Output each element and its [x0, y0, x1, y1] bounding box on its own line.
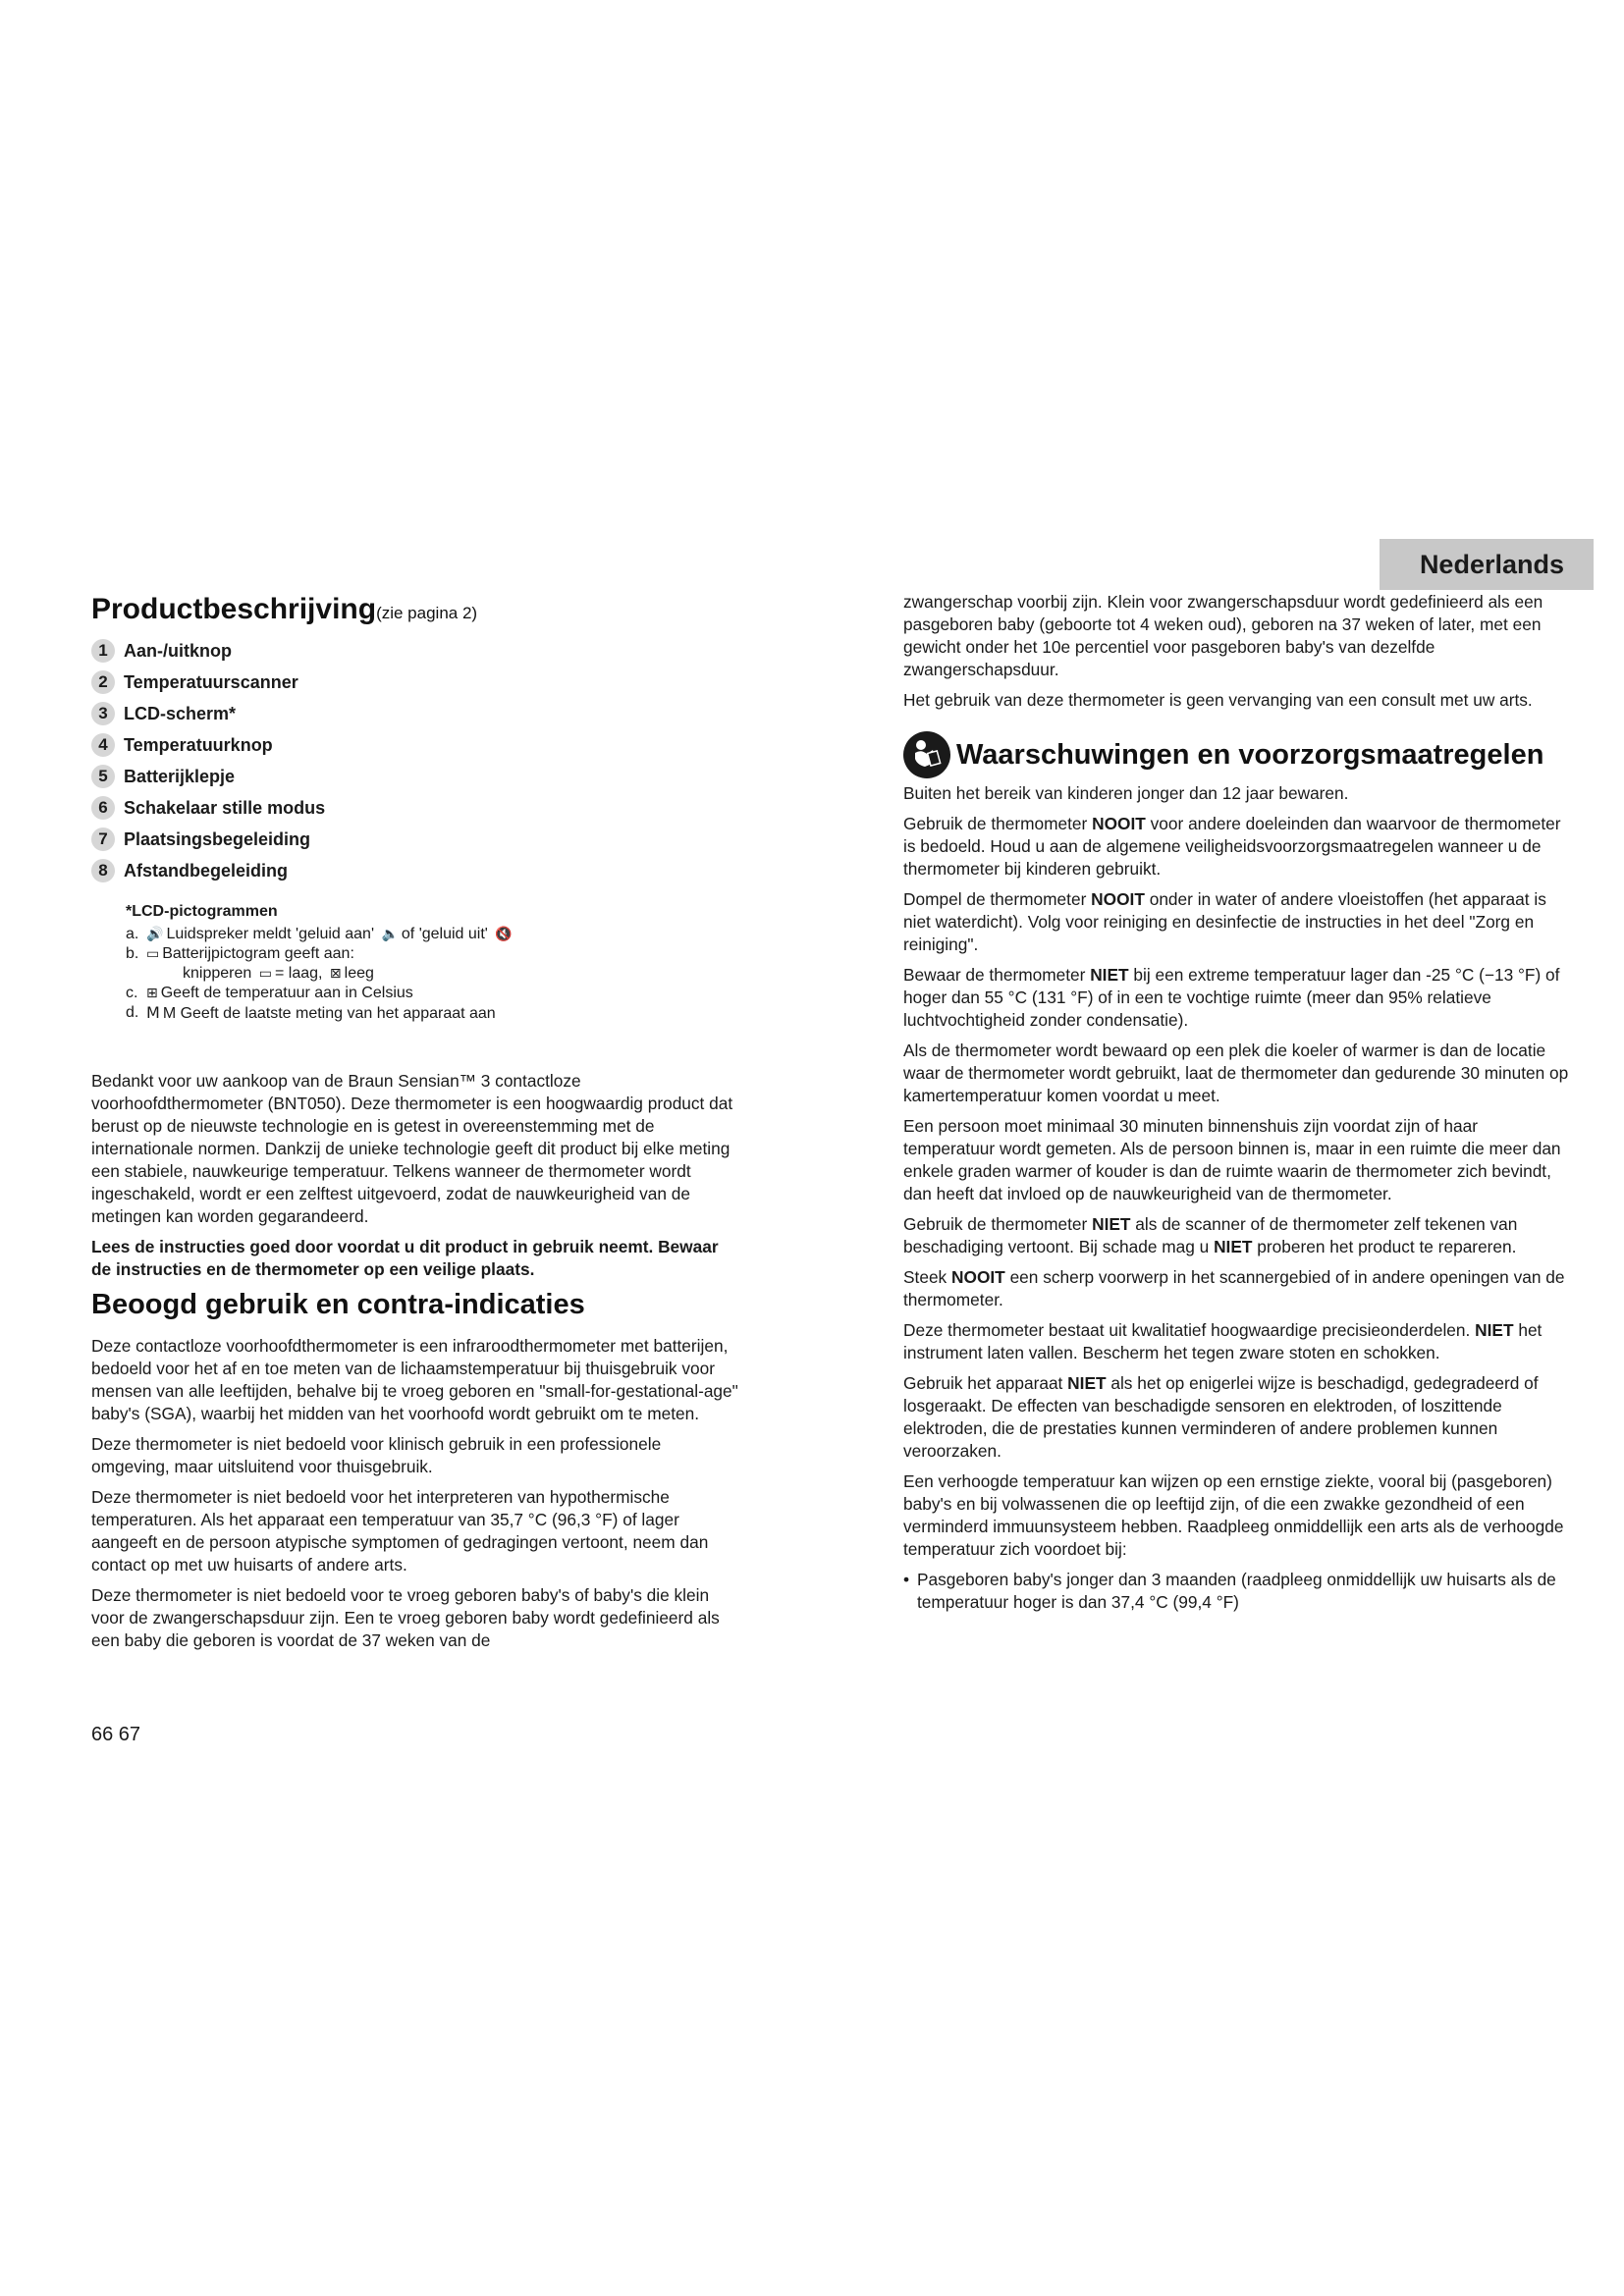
- lcd-legend-row: [126, 984, 515, 1003]
- part-number-badge: 8: [91, 859, 115, 882]
- part-number-badge: 5: [91, 765, 115, 788]
- intended-use-paragraph: Deze thermometer is niet bedoeld voor klinisch gebruik in een professionele omgeving, maar uitsluitend voor thuisgebruik.: [91, 1434, 662, 1476]
- warning-paragraph: Een verhoogde temperatuur kan wijzen op een ernstige ziekte, vooral bij (pasgeboren) baby's en bij volwassenen die op leeftijd zijn, of die een zwakke gezondheid of een verminderd immuunsysteem hebben. Raadpleeg onmiddellijk een arts als de verhoogde temperatuur zich voordoet bij:: [903, 1471, 1564, 1559]
- page-numbers: 66 67: [91, 1724, 141, 1745]
- warning-paragraph: Een persoon moet minimaal 30 minuten binnenshuis zijn voordat zijn of haar temperatuur wordt gemeten. Als de persoon binnen is, maar in een ruimte die meer dan enkele graden warmer of kouder is dan de ruimte waarin de thermometer zich bevindt, dan heeft dat invloed op de nauwkeurigheid van de thermometer.: [903, 1116, 1561, 1203]
- parts-list: [91, 635, 325, 886]
- list-item: [91, 792, 325, 824]
- speaker-on-icon: 🔊: [146, 927, 164, 942]
- lcd-legend-row: [126, 925, 515, 944]
- lcd-row-key: d.: [126, 1004, 139, 1021]
- list-item: [91, 729, 325, 761]
- intro-paragraph: Bedankt voor uw aankoop van de Braun Sensian™ 3 contactloze voorhoofdthermometer (BNT050). Deze thermometer is een hoogwaardig product dat berust op de nieuwste technologie en is getest in overeenstemming met de internationale normen. Dankzij de unieke technologie geeft dit product bij elke meting een stabiele, nauwkeurige temperatuur. Telkens wanneer de thermometer wordt ingeschakeld, wordt er een zelftest uitgevoerd, zodat de nauwkeurigheid van de metingen kan worden gegarandeerd.: [91, 1071, 733, 1226]
- part-number-badge: 6: [91, 796, 115, 820]
- list-item: [91, 855, 325, 886]
- intended-use-paragraph: Deze thermometer is niet bedoeld voor te vroeg geboren baby's of baby's die klein voor de zwangerschapsduur zijn. Een te vroeg geboren baby wordt gedefinieerd als een baby die geboren is voordat de 37 weken van de: [91, 1585, 720, 1650]
- battery-icon: ▭: [146, 946, 160, 962]
- warnings-heading: [903, 731, 1571, 778]
- warning-paragraph: Dompel de thermometer NOOIT onder in water of andere vloeistoffen (het apparaat is niet waterdicht). Volg voor reiniging en desinfectie de instructies in het deel "Zorg en reiniging".: [903, 889, 1546, 954]
- warning-paragraph: Deze thermometer bestaat uit kwalitatief hoogwaardige precisieonderdelen. NIET het instrument laten vallen. Bescherm het tegen zware stoten en schokken.: [903, 1320, 1543, 1362]
- part-label: LCD-scherm*: [124, 703, 237, 723]
- part-number-badge: 2: [91, 670, 115, 694]
- speaker-on-icon: 🔈: [381, 927, 399, 942]
- intro-warning: Lees de instructies goed door voordat u dit product in gebruik neemt. Bewaar de instructies en de thermometer op een veilige plaats.: [91, 1237, 719, 1279]
- lcd-legend-row: [126, 944, 515, 984]
- product-title: Productbeschrijving: [91, 593, 377, 625]
- product-title-ref: (zie pagina 2): [376, 604, 478, 622]
- warning-paragraph: Bewaar de thermometer NIET bij een extreme temperatuur lager dan -25 °C (−13 °F) of hoger dan 55 °C (131 °F) of in een te vochtige ruimte (meer dan 95% relatieve luchtvochtigheid zonder condensatie).: [903, 965, 1560, 1030]
- part-number-badge: 3: [91, 702, 115, 725]
- list-item: [91, 635, 325, 667]
- warning-paragraph: Buiten het bereik van kinderen jonger dan 12 jaar bewaren.: [903, 783, 1349, 803]
- lcd-row-text: knipperen: [183, 965, 252, 982]
- continuation-paragraph: Het gebruik van deze thermometer is geen vervanging van een consult met uw arts.: [903, 690, 1533, 710]
- speaker-mute-icon: 🔇: [495, 927, 513, 942]
- battery-low-icon: ▭: [258, 966, 272, 982]
- lcd-row-text: leeg: [344, 965, 374, 982]
- warnings-title: Waarschuwingen en voorzorgsmaatregelen: [956, 738, 1544, 771]
- part-label: Batterijklepje: [124, 766, 236, 786]
- continuation-paragraph: zwangerschap voorbij zijn. Klein voor zwangerschapsduur wordt gedefinieerd als een pasgeboren baby (geboorte tot 4 weken oud), geboren na 37 weken of later, met een gewicht onder het 10e percentiel voor pasgeboren baby's van dezelfde zwangerschapsduur.: [903, 592, 1543, 679]
- continuation-section: [903, 591, 1551, 720]
- read-manual-warning-icon: [903, 731, 950, 778]
- intended-use-paragraph: Deze contactloze voorhoofdthermometer is een infraroodthermometer met batterijen, bedoeld voor het af en toe meten van de lichaamstemperatuur bij thuisgebruik voor mensen van alle leeftijden, behalve bij te vroeg geboren en "small-for-gestational-age" baby's (SGA), waarbij het midden van het voorhoofd wordt gebruikt om te meten.: [91, 1336, 738, 1423]
- bullet-text: Pasgeboren baby's jonger dan 3 maanden (raadpleeg onmiddellijk uw huisarts als de temperatuur hoger is dan 37,4 °C (99,4 °F): [917, 1570, 1556, 1612]
- part-label: Temperatuurscanner: [124, 671, 298, 692]
- lcd-row-text: M Geeft de laatste meting van het apparaat aan: [162, 1005, 496, 1022]
- part-number-badge: 4: [91, 733, 115, 757]
- warning-paragraph: Gebruik het apparaat NIET als het op enigerlei wijze is beschadigd, gedegradeerd of losgeraakt. De effecten van beschadigde sensoren en elektroden, of loszittende elektroden, die de prestaties kunnen verminderen of andere problemen kunnen veroorzaken.: [903, 1373, 1539, 1461]
- part-label: Plaatsingsbegeleiding: [124, 828, 311, 849]
- list-item: [903, 1569, 1571, 1614]
- intended-use-section: [91, 1289, 739, 1660]
- product-description-heading: [91, 593, 477, 626]
- language-label: Nederlands: [1419, 549, 1564, 579]
- intended-use-heading: Beoogd gebruik en contra-indicaties: [91, 1289, 585, 1320]
- bullet-mark: •: [903, 1570, 910, 1589]
- part-label: Afstandbegeleiding: [124, 860, 289, 881]
- lcd-icons-legend: [126, 903, 515, 1024]
- part-label: Schakelaar stille modus: [124, 797, 326, 818]
- celsius-icon: ⊞: [146, 986, 158, 1001]
- lcd-row-key: b.: [126, 945, 139, 962]
- lcd-row-key: c.: [126, 985, 138, 1001]
- part-label: Temperatuurknop: [124, 734, 273, 755]
- part-label: Aan-/uitknop: [124, 640, 232, 661]
- battery-empty-icon: ⊠: [329, 966, 342, 982]
- warning-paragraph: Gebruik de thermometer NIET als de scanner of de thermometer zelf tekenen van beschadiging vertoont. Bij schade mag u NIET proberen het product te repareren.: [903, 1214, 1518, 1256]
- lcd-row-text: Luidspreker meldt 'geluid aan': [166, 926, 375, 942]
- list-item: [91, 698, 325, 729]
- intro-section: [91, 1070, 739, 1289]
- list-item: [91, 761, 325, 792]
- lcd-row-text: of 'geluid uit': [401, 926, 488, 942]
- lcd-legend-row: [126, 1003, 515, 1024]
- lcd-row-text: Batterijpictogram geeft aan:: [162, 945, 354, 962]
- language-tab: [1380, 539, 1594, 590]
- list-item: [91, 824, 325, 855]
- intended-use-paragraph: Deze thermometer is niet bedoeld voor het interpreteren van hypothermische temperaturen. Als het apparaat een temperatuur van 35,7 °C (96,3 °F) of lager aangeeft en de persoon atypische symptomen of gedragingen vertoont, neem dan contact op met uw huisarts of andere arts.: [91, 1487, 709, 1575]
- warning-paragraph: Steek NOOIT een scherp voorwerp in het scannergebied of in andere openingen van de thermometer.: [903, 1267, 1565, 1309]
- lcd-row-key: a.: [126, 926, 139, 942]
- lcd-legend-title: *LCD-pictogrammen: [126, 903, 278, 920]
- part-number-badge: 1: [91, 639, 115, 663]
- lcd-row-text: Geeft de temperatuur aan in Celsius: [160, 985, 413, 1001]
- lcd-row-text: = laag,: [274, 965, 323, 982]
- list-item: [91, 667, 325, 698]
- warnings-section: [903, 731, 1571, 1614]
- warning-paragraph: Gebruik de thermometer NOOIT voor andere doeleinden dan waarvoor de thermometer is bedoeld. Houd u aan de algemene veiligheidsvoorzorgsmaatregelen wanneer u de thermometer bij kinderen gebruikt.: [903, 814, 1561, 879]
- warning-paragraph: Als de thermometer wordt bewaard op een plek die koeler of warmer is dan de locatie waar de thermometer wordt gebruikt, laat de thermometer dan gedurende 30 minuten op kamertemperatuur komen voordat u meet.: [903, 1041, 1569, 1105]
- part-number-badge: 7: [91, 828, 115, 851]
- memory-icon: M: [146, 1003, 160, 1022]
